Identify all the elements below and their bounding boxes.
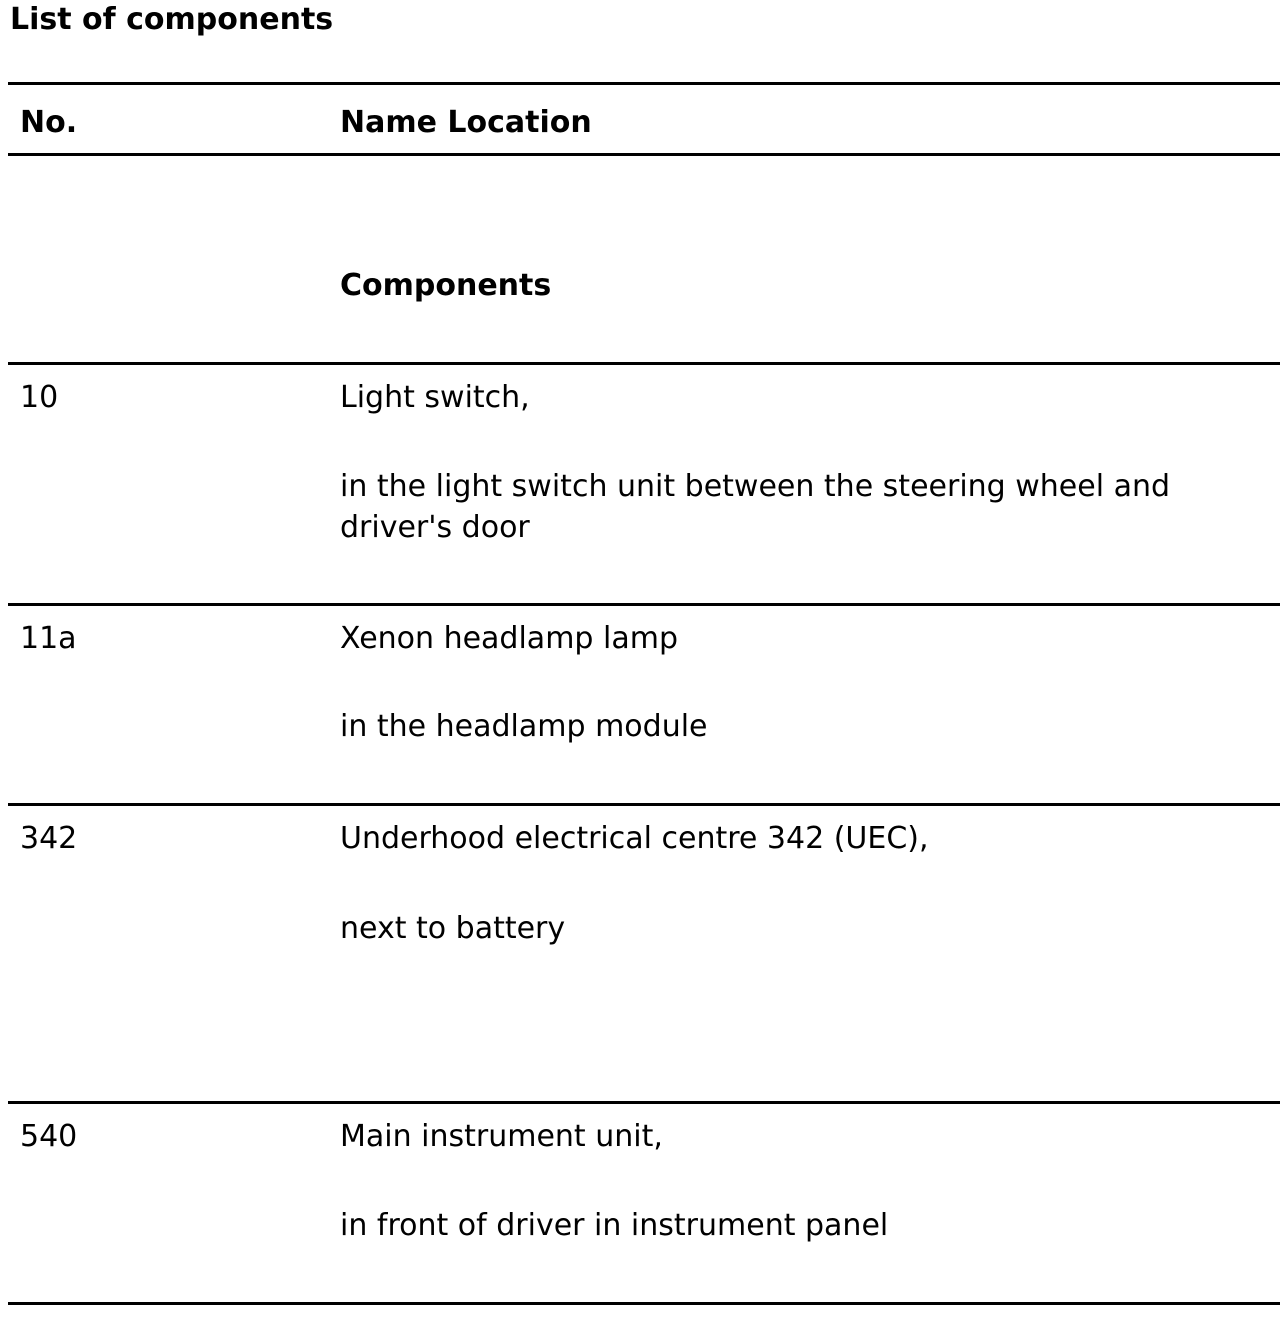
row-name: Light switch, (340, 380, 530, 415)
row-divider (8, 1101, 1280, 1104)
header-name-location: Name Location (340, 105, 592, 140)
row-no: 10 (20, 380, 59, 415)
row-no: 342 (20, 821, 78, 856)
page-title: List of components (10, 2, 334, 37)
row-divider (8, 362, 1280, 365)
row-location: in front of driver in instrument panel (340, 1208, 889, 1243)
row-name: Underhood electrical centre 342 (UEC), (340, 821, 929, 856)
row-name: Main instrument unit, (340, 1119, 663, 1154)
row-location: in the headlamp module (340, 709, 708, 744)
row-divider (8, 603, 1280, 606)
row-divider (8, 803, 1280, 806)
header-no: No. (20, 105, 78, 140)
section-heading: Components (340, 268, 552, 303)
table-bottom-rule (8, 1302, 1280, 1305)
row-no: 11a (20, 621, 77, 656)
table-top-rule (8, 82, 1280, 85)
row-location: in the light switch unit between the steering wheel and driver's door (340, 469, 1171, 545)
row-name: Xenon headlamp lamp (340, 621, 678, 656)
header-bottom-rule (8, 153, 1280, 156)
row-location: next to battery (340, 911, 566, 946)
row-no: 540 (20, 1119, 78, 1154)
